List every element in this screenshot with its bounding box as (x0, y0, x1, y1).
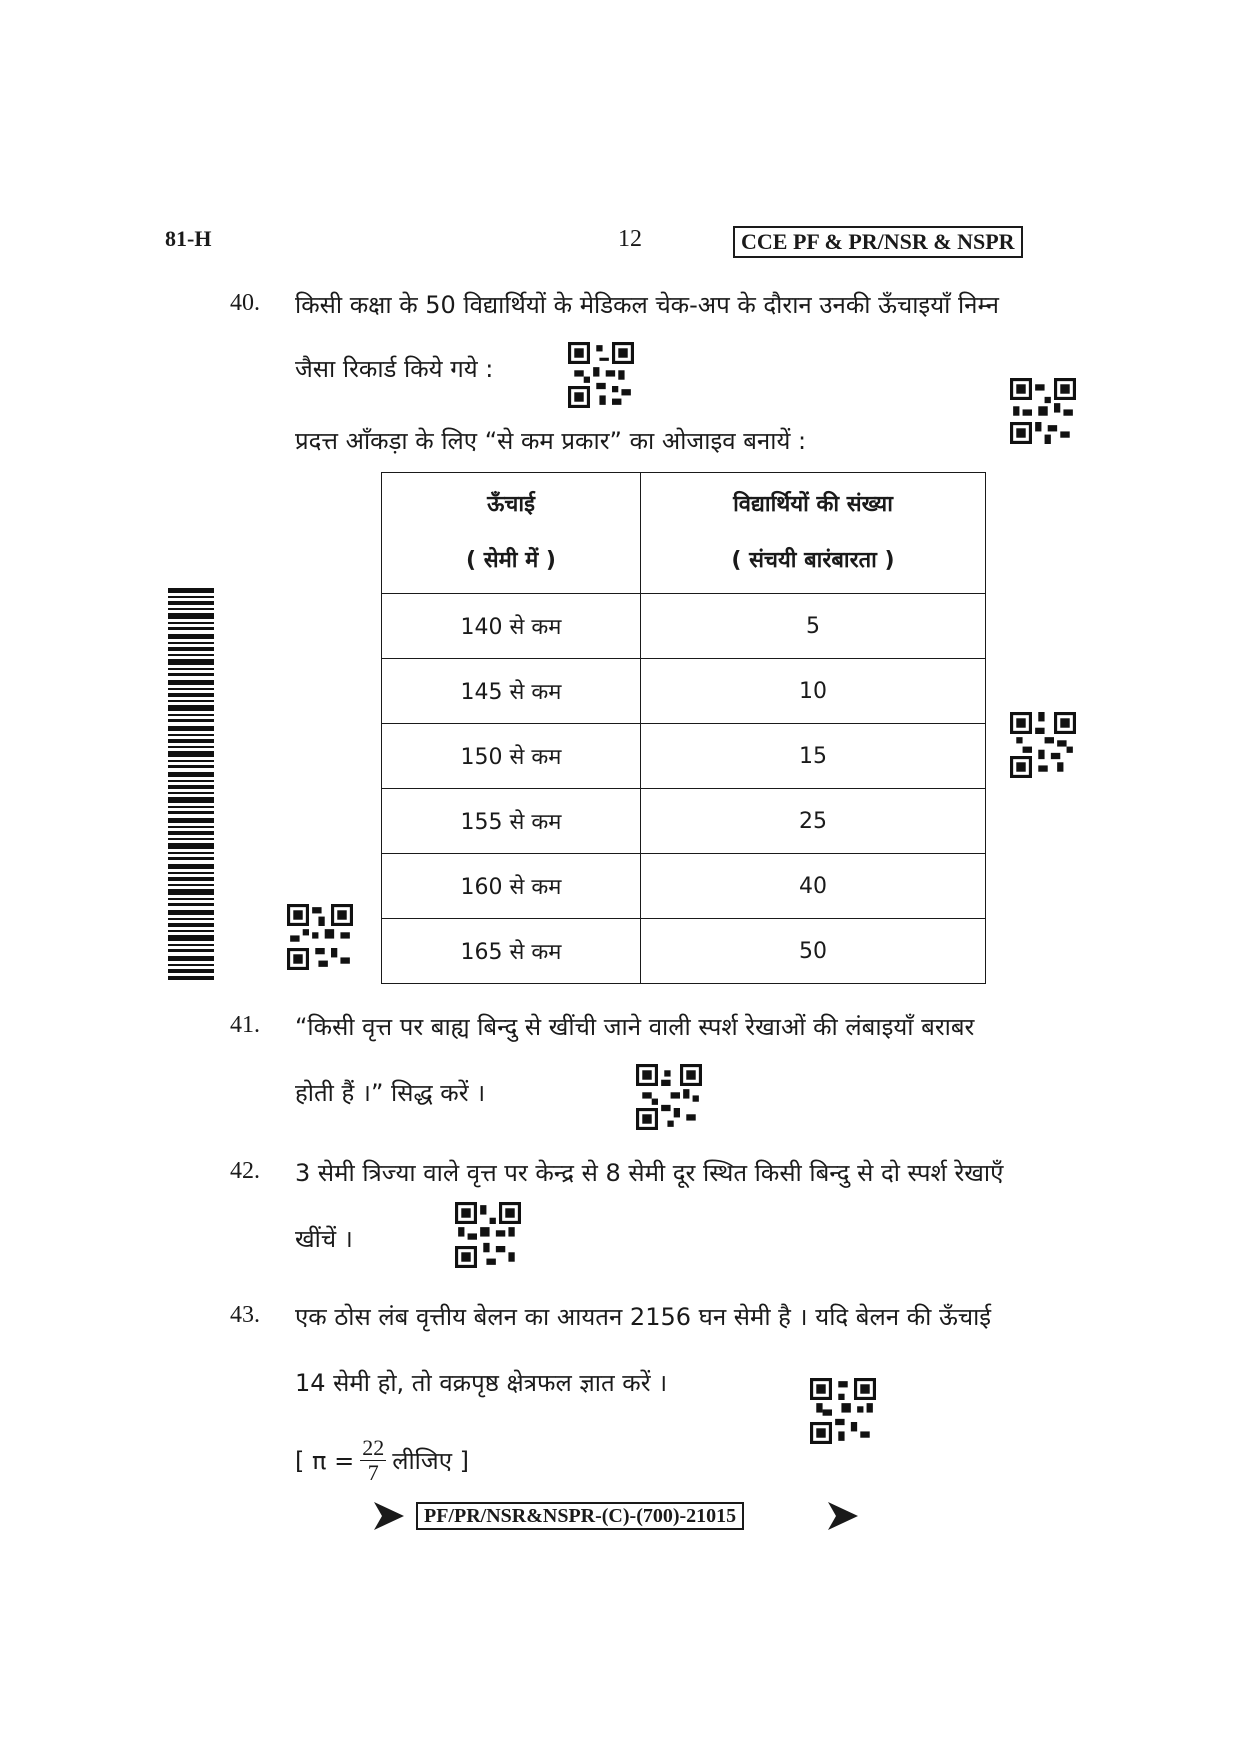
pi-fraction (360, 1436, 386, 1485)
qr-code-icon (810, 1378, 876, 1444)
table-row (382, 659, 986, 724)
q40-line1: किसी कक्षा के 50 विद्यार्थियों के मेडिकल चेक-अप के दौरान उनकी ऊँचाइयाँ निम्न (295, 291, 999, 319)
table-header-height (382, 473, 641, 594)
qr-code-icon (1010, 378, 1076, 444)
hint-prefix: [ π = (295, 1446, 355, 1475)
q42-line1: 3 सेमी त्रिज्या वाले वृत्त पर केन्द्र से 8 सेमी दूर स्थित किसी बिन्दु से दो स्पर्श रेखाएँ (295, 1159, 1004, 1187)
qr-code-icon (636, 1064, 702, 1130)
qr-code-icon (287, 904, 353, 970)
height-cell: 150 से कम (382, 724, 641, 789)
q43-line1: एक ठोस लंब वृत्तीय बेलन का आयतन 2156 घन सेमी है । यदि बेलन की ऊँचाई (295, 1303, 992, 1331)
table-row (382, 919, 986, 984)
q41-line2: होती हैं ।” सिद्ध करें । (295, 1079, 486, 1107)
hint-suffix: लीजिए ] (392, 1447, 469, 1475)
q41-number: 41. (230, 1012, 260, 1038)
footer-code-box: PF/PR/NSR&NSPR-(C)-(700)-21015 (416, 1502, 744, 1530)
barcode-icon (168, 588, 214, 980)
q40-number: 40. (230, 290, 260, 316)
page-number: 12 (618, 226, 642, 252)
table-row (382, 854, 986, 919)
q42-number: 42. (230, 1158, 260, 1184)
count-cell: 50 (641, 919, 986, 984)
count-cell: 25 (641, 789, 986, 854)
table-header-count (641, 473, 986, 594)
fraction-denominator: 7 (367, 1460, 379, 1485)
height-cell: 145 से कम (382, 659, 641, 724)
qr-code-icon (1010, 712, 1076, 778)
height-cell: 140 से कम (382, 594, 641, 659)
count-cell: 40 (641, 854, 986, 919)
table-row (382, 594, 986, 659)
q41-line1: “किसी वृत्त पर बाह्य बिन्दु से खींची जाने वाली स्पर्श रेखाओं की लंबाइयाँ बराबर (295, 1013, 975, 1041)
q40-line2: जैसा रिकार्ड किये गये : (295, 355, 494, 383)
q43-number: 43. (230, 1302, 260, 1328)
count-cell: 5 (641, 594, 986, 659)
q43-line2: 14 सेमी हो, तो वक्रपृष्ठ क्षेत्रफल ज्ञात करें । (295, 1369, 668, 1397)
q43-hint (295, 1436, 469, 1485)
table-row (382, 724, 986, 789)
qr-code-icon (568, 342, 634, 408)
arrow-right-icon (826, 1500, 860, 1532)
paper-code: 81-H (165, 226, 212, 251)
col2-head: विद्यार्थियों की संख्या (733, 492, 893, 517)
col1-head: ऊँचाई (487, 492, 535, 517)
col1-sub: ( सेमी में ) (466, 548, 556, 573)
height-cell: 155 से कम (382, 789, 641, 854)
count-cell: 15 (641, 724, 986, 789)
count-cell: 10 (641, 659, 986, 724)
qr-code-icon (455, 1202, 521, 1268)
height-cell: 160 से कम (382, 854, 641, 919)
height-frequency-table (381, 472, 986, 984)
q40-line3: प्रदत्त आँकड़ा के लिए “से कम प्रकार” का ओजाइव बनायें : (295, 427, 807, 455)
exam-code-box: CCE PF & PR/NSR & NSPR (733, 226, 1023, 258)
fraction-numerator: 22 (362, 1435, 385, 1460)
table-row (382, 789, 986, 854)
arrow-right-icon (372, 1500, 406, 1532)
q42-line2: खींचें । (295, 1225, 353, 1253)
height-cell: 165 से कम (382, 919, 641, 984)
col2-sub: ( संचयी बारंबारता ) (731, 548, 895, 573)
